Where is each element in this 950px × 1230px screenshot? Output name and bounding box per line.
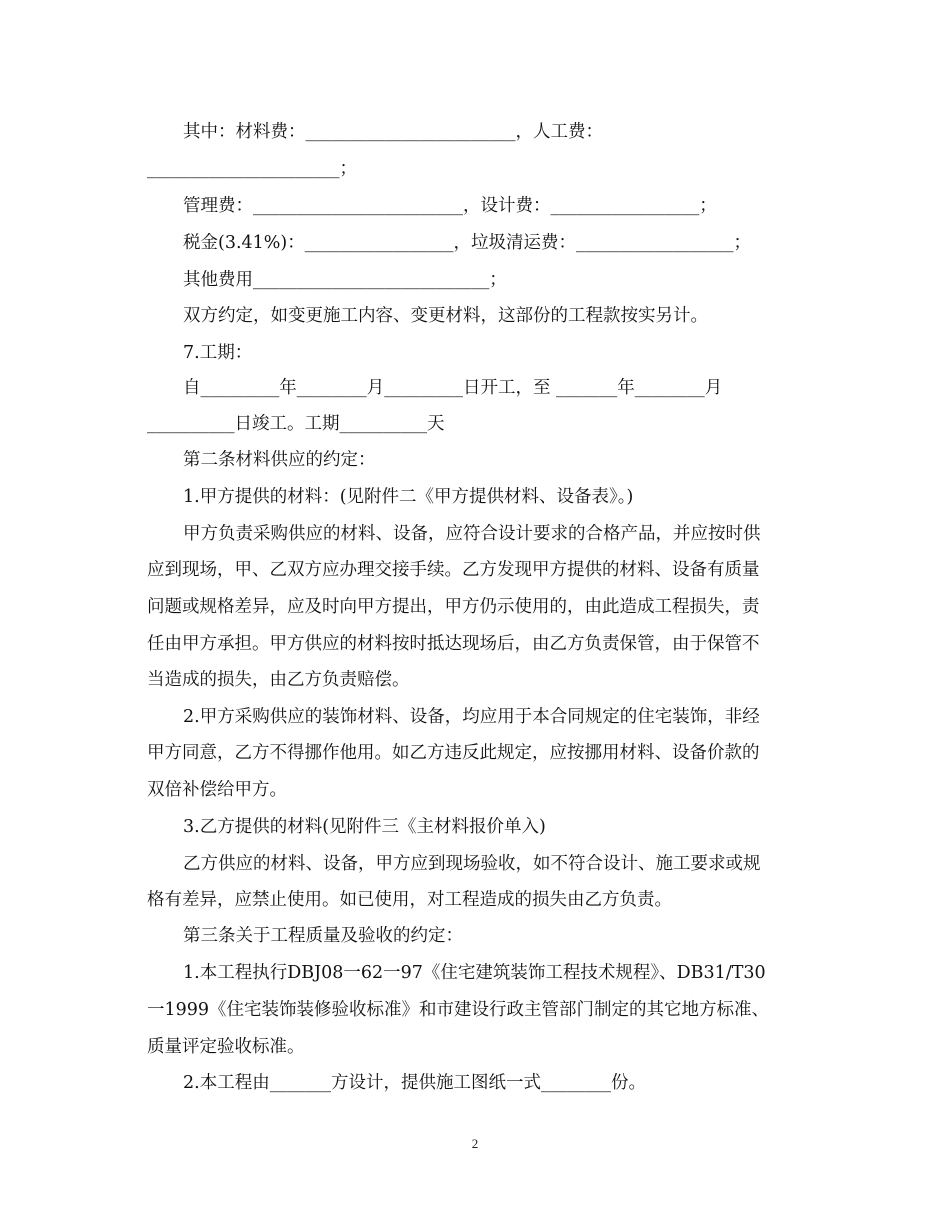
clause-2-3-para-line: 乙方供应的材料、设备，甲方应到现场验收，如不符合设计、施工要求或规 bbox=[183, 854, 761, 874]
article-3-heading: 第三条关于工程质量及验收的约定： bbox=[183, 926, 463, 946]
clause-2-3-para-line: 格有差异，应禁止使用。如已使用，对工程造成的损失由乙方负责。 bbox=[147, 890, 672, 910]
cost-breakdown-line: 其中：材料费：________________________，人工费： bbox=[183, 122, 603, 142]
clause-2-1-para-line: 应到现场，甲、乙双方应办理交接手续。乙方发现甲方提供的材料、设备有质量 bbox=[147, 560, 760, 580]
start-date-line: 自_________年________月_________日开工，至 _______年________月 bbox=[183, 378, 723, 398]
clause-3-1-line: 一1999《住宅装饰装修验收标准》和市建设行政主管部门制定的其它地方标准、 bbox=[147, 1000, 770, 1020]
management-fee-line: 管理费：________________________，设计费：_________________； bbox=[183, 196, 717, 216]
labor-fee-blank-line: ______________________； bbox=[147, 159, 357, 179]
clause-2-1-para-line: 问题或规格差异，应及时向甲方提出，甲方仍示使用的，由此造成工程损失，责 bbox=[147, 597, 760, 617]
clause-2-1-title: 1.甲方提供的材料：(见附件二《甲方提供材料、设备表》。) bbox=[183, 487, 634, 507]
article-2-heading: 第二条材料供应的约定： bbox=[183, 450, 376, 470]
tax-fee-line: 税金(3.41%)：_________________，垃圾清运费：__________________； bbox=[183, 233, 751, 253]
clause-2-1-para-line: 甲方负责采购供应的材料、设备，应符合设计要求的合格产品，并应按时供 bbox=[183, 524, 761, 544]
clause-3-1-line: 1.本工程执行DBJ08一62一97《住宅建筑装饰工程技术规程》、DB31/T30 bbox=[183, 963, 766, 983]
clause-2-2-line: 2.甲方采购供应的装饰材料、设备，均应用于本合同规定的住宅装饰，非经 bbox=[183, 707, 760, 727]
agreement-line: 双方约定，如变更施工内容、变更材料，这部份的工程款按实另计。 bbox=[183, 306, 708, 326]
clause-3-1-line: 质量评定验收标准。 bbox=[147, 1037, 305, 1057]
clause-2-1-para-line: 当造成的损失，由乙方负责赔偿。 bbox=[147, 670, 410, 690]
clause-3-2-line: 2.本工程由_______方设计，提供施工图纸一式________份。 bbox=[183, 1073, 646, 1093]
clause-2-2-line: 双倍补偿给甲方。 bbox=[147, 780, 287, 800]
clause-2-2-line: 甲方同意，乙方不得挪作他用。如乙方违反此规定，应按挪用材料、设备价款的 bbox=[147, 743, 760, 763]
clause-2-1-para-line: 任由甲方承担。甲方供应的材料按时抵达现场后，由乙方负责保管，由于保管不 bbox=[147, 634, 760, 654]
construction-period-heading: 7.工期： bbox=[183, 343, 253, 363]
page-number: 2 bbox=[471, 1136, 479, 1151]
clause-2-3-title: 3.乙方提供的材料(见附件三《主材料报价单入) bbox=[183, 817, 546, 837]
completion-date-line: __________日竣工。工期__________天 bbox=[147, 414, 445, 434]
other-fee-line: 其他费用___________________________； bbox=[183, 270, 507, 290]
